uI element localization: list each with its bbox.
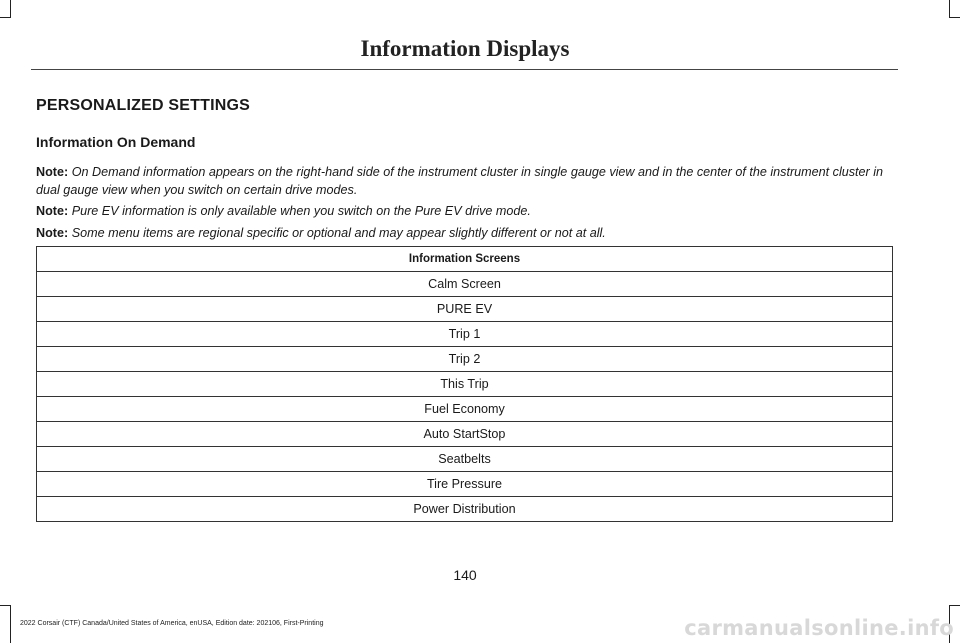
note-paragraph: [36, 163, 896, 199]
table-header-cell: Information Screens: [37, 247, 893, 272]
note-text: Pure EV information is only available when you switch on the Pure EV drive mode.: [71, 204, 531, 218]
table-row: [37, 472, 893, 497]
section-title: PERSONALIZED SETTINGS: [36, 97, 250, 114]
note-text: Some menu items are regional specific or optional and may appear slightly different or not at all.: [71, 226, 606, 240]
crop-mark-top-right-h: [949, 17, 960, 18]
footer-edition-text: 2022 Corsair (CTF) Canada/United States of America, enUSA, Edition date: 202106, First-Printing: [20, 620, 324, 627]
table-row: [37, 497, 893, 522]
table-row: [37, 297, 893, 322]
table-cell: PURE EV: [37, 297, 893, 322]
table-cell: Fuel Economy: [37, 397, 893, 422]
table-row: [37, 447, 893, 472]
crop-mark-top-right-v: [949, 0, 950, 17]
table-row: [37, 422, 893, 447]
table-cell: Tire Pressure: [37, 472, 893, 497]
page-number: 140: [453, 567, 477, 583]
table-cell: Power Distribution: [37, 497, 893, 522]
table-row: [37, 397, 893, 422]
crop-mark-top-left-v: [10, 0, 11, 17]
note-label: Note:: [36, 226, 69, 240]
crop-mark-bottom-left-v: [10, 605, 11, 643]
table-cell: Auto StartStop: [37, 422, 893, 447]
table-row: [37, 272, 893, 297]
note-paragraph: [36, 202, 896, 220]
watermark: carmanualsonline.info: [684, 616, 954, 640]
note-paragraph: [36, 224, 896, 242]
header-divider: [31, 69, 898, 70]
page-header-title: Information Displays: [360, 36, 570, 61]
table-cell: Calm Screen: [37, 272, 893, 297]
table-cell: Trip 2: [37, 347, 893, 372]
note-label: Note:: [36, 165, 69, 179]
crop-mark-bottom-left-h: [0, 605, 11, 606]
note-text: On Demand information appears on the right-hand side of the instrument cluster in single gauge view and in the center of the instrument cluster in dual gauge view when you switch on certain drive modes.: [36, 165, 884, 197]
table-header-row: [37, 247, 893, 272]
table-cell: Trip 1: [37, 322, 893, 347]
information-screens-table: [36, 246, 893, 522]
crop-mark-top-left-h: [0, 17, 11, 18]
table-row: [37, 372, 893, 397]
note-label: Note:: [36, 204, 69, 218]
table-row: [37, 322, 893, 347]
table-cell: Seatbelts: [37, 447, 893, 472]
subsection-title: Information On Demand: [36, 134, 196, 150]
table-row: [37, 347, 893, 372]
table-cell: This Trip: [37, 372, 893, 397]
crop-mark-bottom-right-h: [949, 605, 960, 606]
